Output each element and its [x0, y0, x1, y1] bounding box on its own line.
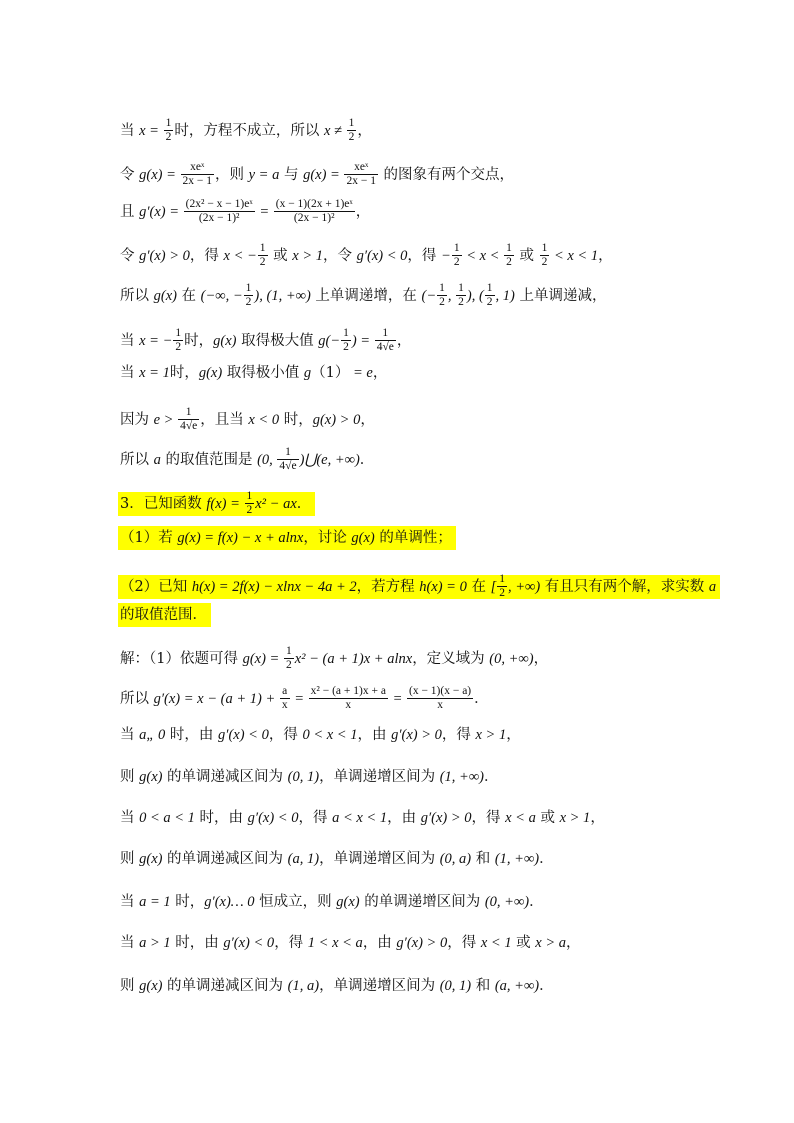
text-run: 或 — [514, 247, 539, 264]
text-run: 解：（1）依题可得 — [120, 650, 243, 667]
fraction-numerator: 1 — [258, 242, 268, 256]
math-expression: (1, +∞) — [494, 851, 540, 867]
math-expression: 1 < x < a — [307, 935, 363, 951]
math-expression: x < − — [223, 247, 257, 264]
text-run: ，得 — [441, 727, 476, 743]
text-run: 或 — [535, 810, 560, 826]
text-run: （2）已知 — [120, 578, 192, 595]
text-run: ， — [598, 247, 613, 264]
math-expression: g′(x) < 0 — [218, 727, 269, 743]
fraction-numerator: 1 — [456, 282, 466, 296]
math-expression: ) = — [351, 332, 374, 349]
line-content — [118, 603, 211, 627]
fraction-numerator: (x − 1)(2x + 1)eˣ — [274, 198, 355, 212]
fraction-denominator: x — [437, 699, 443, 712]
text-run: 时， — [170, 894, 205, 910]
fraction-numerator: 1 — [497, 573, 507, 587]
text-run: ，得 — [268, 727, 303, 743]
solution-line — [120, 852, 684, 867]
fraction — [245, 490, 255, 517]
math-expression: g(x) — [351, 530, 375, 546]
solution-line — [120, 327, 684, 354]
math-expression: (− — [421, 287, 437, 304]
text-run: 因为 — [120, 411, 154, 428]
text-run: 在 — [176, 287, 201, 304]
fraction-denominator: 4√e — [180, 420, 198, 433]
fraction — [244, 282, 254, 309]
text-run: （1） — [311, 365, 350, 381]
text-run: 在 — [466, 578, 491, 595]
text-run: ， — [533, 650, 549, 667]
fraction-numerator: 1 — [178, 406, 199, 420]
math-expression: g′(x)… 0 — [204, 894, 255, 910]
math-expression: e > — [153, 411, 178, 428]
math-expression: a > 1 — [139, 935, 171, 951]
text-run: 当 — [120, 727, 140, 743]
text-run: （1）若 — [120, 530, 178, 546]
math-expression: = — [290, 690, 308, 707]
fraction-denominator: 2 — [245, 296, 252, 309]
fraction — [452, 242, 462, 269]
fraction — [407, 685, 473, 712]
text-run: ，若方程 — [356, 578, 420, 595]
solution-line — [120, 770, 684, 785]
fraction-numerator: xeˣ — [344, 161, 378, 175]
fraction-numerator: (x − 1)(x − a) — [407, 685, 473, 699]
math-expression: g(x) = — [303, 166, 344, 183]
fraction-denominator: 2 — [499, 587, 505, 600]
math-expression: (0, +∞) — [489, 650, 534, 667]
text-run: ， — [506, 727, 521, 743]
text-run: 上单调递减， — [514, 287, 607, 304]
math-expression: (1, +∞) — [439, 769, 484, 785]
math-expression: g′(x) < 0 — [247, 810, 299, 826]
text-run: ． — [296, 495, 312, 512]
math-expression: f(x) = — [206, 495, 244, 512]
text-run: 令 — [120, 166, 140, 183]
math-expression: (a, +∞) — [494, 978, 540, 994]
fraction-numerator: (2x² − x − 1)eˣ — [184, 198, 255, 212]
fraction — [274, 198, 355, 225]
fraction — [309, 685, 388, 712]
fraction — [375, 327, 396, 354]
fraction-numerator: 1 — [244, 282, 254, 296]
text-run: ． — [483, 769, 499, 785]
math-expression: )⋃(e, +∞) — [299, 451, 360, 468]
line-content — [120, 365, 387, 381]
text-run: ，单调递增区间为 — [319, 769, 440, 785]
text-run: ，得 — [447, 935, 481, 951]
fraction-numerator: 1 — [540, 242, 550, 256]
math-expression: x ≠ — [323, 122, 346, 139]
math-expression: g — [303, 365, 312, 381]
math-expression: g′(x) = x − (a + 1) + — [153, 690, 279, 707]
text-run: 取得极大值 — [236, 332, 319, 349]
math-expression: (0, — [257, 451, 277, 468]
line-content — [120, 198, 371, 225]
math-expression: (−∞, − — [200, 287, 243, 304]
fraction-denominator: 2 — [506, 256, 512, 269]
fraction-numerator: 1 — [347, 117, 357, 131]
fraction — [284, 645, 294, 672]
text-run: ，定义域为 — [412, 650, 490, 667]
text-run: ， — [566, 935, 581, 951]
fraction — [181, 161, 215, 188]
text-run: ． — [359, 451, 375, 468]
text-run: ，讨论 — [303, 530, 352, 546]
math-expression: h(x) = 0 — [419, 578, 467, 595]
fraction — [280, 685, 290, 712]
fraction-numerator: 1 — [173, 327, 183, 341]
text-run: 时，方程不成立，所以 — [174, 122, 324, 139]
fraction-numerator: 1 — [437, 282, 447, 296]
solution-line — [120, 979, 684, 994]
math-expression: h(x) = 2f(x) − xlnx − 4a + 2 — [191, 578, 357, 595]
fraction-numerator: a — [280, 685, 290, 699]
fraction-denominator: 2 — [453, 256, 460, 269]
math-expression: g′(x) > 0 — [139, 247, 190, 264]
math-expression: x = − — [139, 332, 173, 349]
math-expression: g(x) — [336, 894, 360, 910]
math-expression: g(x) — [153, 287, 177, 304]
fraction-denominator: 2x − 1 — [182, 175, 212, 188]
fraction — [341, 327, 351, 354]
text-run: ，由 — [387, 810, 421, 826]
solution-line — [120, 242, 684, 269]
math-expression: < x < — [462, 247, 504, 264]
fraction — [178, 406, 199, 433]
math-expression: g′(x) = — [139, 203, 183, 220]
fraction-denominator: (2x − 1)² — [198, 212, 240, 225]
math-expression: ), ( — [466, 287, 484, 304]
text-run: ，得 — [274, 935, 308, 951]
fraction — [540, 242, 550, 269]
text-run: ． — [539, 851, 554, 867]
text-run: 且 — [120, 203, 140, 220]
text-run: 所以 — [120, 287, 154, 304]
fraction — [344, 161, 378, 188]
text-run: 恒成立，则 — [254, 894, 337, 910]
math-expression: (0, 1) — [287, 769, 320, 785]
math-expression: (0, 1) — [439, 978, 472, 994]
fraction-denominator: 2 — [439, 296, 445, 309]
fraction-numerator: 1 — [375, 327, 396, 341]
text-run: 有且只有两个解，求实数 — [540, 578, 709, 595]
line-content — [118, 492, 315, 516]
line-content — [120, 406, 375, 433]
math-expression: − — [441, 247, 451, 264]
text-run: 上单调递增，在 — [310, 287, 422, 304]
text-run: ，得 — [189, 247, 224, 264]
text-run: ． — [474, 690, 489, 707]
math-expression: g(x) — [213, 332, 237, 349]
text-run: ， — [357, 122, 372, 139]
text-run: ，由 — [362, 935, 397, 951]
text-run: 的取值范围是 — [160, 451, 258, 468]
fraction-denominator: 2 — [343, 341, 349, 354]
text-run: 的图象有两个交点， — [378, 166, 515, 183]
solution-line — [120, 895, 684, 910]
fraction — [258, 242, 268, 269]
text-run: 或 — [268, 247, 293, 264]
line-content — [120, 769, 498, 785]
text-run: 所以 — [120, 451, 154, 468]
text-run: ， — [355, 203, 371, 220]
text-run: 的单调递减区间为 — [162, 978, 288, 994]
math-expression: a = 1 — [139, 894, 171, 910]
fraction-denominator: x — [345, 699, 352, 712]
math-expression: (0, a) — [439, 851, 472, 867]
text-run: 则 — [120, 978, 140, 994]
solution-line — [120, 936, 684, 951]
text-run: ，令 — [323, 247, 357, 264]
math-expression: 0 < x < 1 — [302, 727, 358, 743]
fraction-numerator: x² − (a + 1)x + a — [309, 685, 388, 699]
solution-line — [120, 446, 684, 473]
fraction — [437, 282, 447, 309]
math-expression: x < a — [505, 810, 536, 826]
solution-line — [120, 728, 684, 743]
math-expression: g(x) > 0 — [312, 411, 361, 428]
math-expression: = — [255, 203, 273, 220]
text-run: ， — [590, 810, 605, 826]
text-run: ， — [396, 332, 412, 349]
fraction-denominator: 2 — [458, 296, 464, 309]
text-run: 令 — [120, 247, 140, 264]
math-expression: g(x) — [139, 851, 163, 867]
fraction-numerator: 1 — [164, 117, 174, 131]
math-expression: g′(x) < 0 — [356, 247, 408, 264]
math-expression: a — [708, 578, 717, 595]
fraction-numerator: 1 — [452, 242, 462, 256]
highlighted-problem-line — [120, 490, 684, 517]
text-run: ． — [529, 894, 544, 910]
solution-line — [120, 645, 684, 672]
math-expression: x < 0 — [248, 411, 280, 428]
text-run: ，单调递增区间为 — [319, 978, 440, 994]
fraction — [164, 117, 174, 144]
line-content — [120, 242, 613, 269]
fraction-denominator: 2 — [285, 659, 292, 672]
text-run: ， — [372, 365, 388, 381]
fraction — [485, 282, 495, 309]
line-content — [118, 575, 720, 599]
line-content — [120, 446, 375, 473]
line-content — [120, 851, 554, 867]
fraction-numerator: 1 — [277, 446, 298, 460]
math-expression: , — [447, 287, 456, 304]
fraction-denominator: x — [281, 699, 288, 712]
line-content — [120, 894, 544, 910]
solution-line — [120, 161, 684, 188]
fraction-denominator: 2 — [259, 256, 266, 269]
text-run: 则 — [120, 769, 140, 785]
text-run: 时， — [184, 332, 214, 349]
math-expression: (0, +∞) — [484, 894, 530, 910]
text-run: 3．已知函数 — [120, 495, 207, 512]
math-expression: = e — [349, 365, 373, 381]
text-run: 时， — [169, 365, 199, 381]
text-run: 当 — [120, 810, 140, 826]
math-expression: , 1) — [495, 287, 515, 304]
text-run: 或 — [511, 935, 536, 951]
math-expression: g′(x) > 0 — [396, 935, 448, 951]
fraction-numerator: 1 — [504, 242, 514, 256]
math-expression: x > 1 — [292, 247, 323, 264]
text-run: ， — [360, 411, 375, 428]
math-expression: x > 1 — [559, 810, 591, 826]
fraction-numerator: 1 — [341, 327, 351, 341]
text-run: 当 — [120, 332, 140, 349]
math-expression: 0 < a < 1 — [139, 810, 195, 826]
math-expression: x < 1 — [480, 935, 512, 951]
solution-line — [120, 366, 684, 381]
fraction-numerator: 1 — [245, 490, 255, 504]
math-expression: = — [388, 690, 406, 707]
math-expression: x > 1 — [475, 727, 507, 743]
solution-line — [120, 117, 684, 144]
fraction-denominator: (2x − 1)² — [293, 212, 335, 225]
math-expression: [ — [490, 578, 497, 595]
math-expression: g(x) = f(x) − x + alnx — [177, 530, 304, 546]
text-run: ，单调递增区间为 — [319, 851, 440, 867]
fraction-denominator: 2 — [348, 131, 355, 144]
math-expression: g(x) — [139, 769, 163, 785]
text-run: 当 — [120, 122, 140, 139]
fraction — [184, 198, 255, 225]
math-expression: g′(x) > 0 — [391, 727, 442, 743]
text-run: 的单调递减区间为 — [162, 851, 288, 867]
math-expression: g′(x) < 0 — [223, 935, 275, 951]
fraction — [497, 573, 507, 600]
solution-line — [120, 282, 684, 309]
solution-line — [120, 406, 684, 433]
fraction-denominator: 2 — [486, 296, 493, 309]
math-expression: , +∞) — [507, 578, 541, 595]
line-content — [118, 526, 456, 550]
highlighted-problem-line — [120, 531, 684, 546]
fraction — [173, 327, 183, 354]
highlighted-problem-line — [120, 573, 717, 600]
solution-line — [120, 685, 684, 712]
fraction-denominator: 2 — [175, 341, 182, 354]
text-run: ，且当 — [200, 411, 249, 428]
line-content — [120, 161, 515, 188]
math-expression: (1, a) — [287, 978, 320, 994]
fraction — [277, 446, 298, 473]
math-expression: g′(x) > 0 — [420, 810, 472, 826]
text-run: 所以 — [120, 690, 154, 707]
math-expression: y = a — [248, 166, 280, 183]
text-run: ，得 — [407, 247, 442, 264]
text-run: 当 — [120, 894, 140, 910]
line-content — [120, 685, 489, 712]
math-expression: x > a — [535, 935, 567, 951]
math-expression: g(− — [318, 332, 341, 349]
text-run: 的取值范围． — [120, 607, 207, 623]
text-run: ，得 — [471, 810, 506, 826]
text-run: 时，由 — [194, 810, 248, 826]
math-expression: x² − ax — [255, 495, 297, 512]
text-run: 时， — [279, 411, 313, 428]
text-run: 与 — [279, 166, 304, 183]
fraction — [347, 117, 357, 144]
text-run: 的单调递增区间为 — [359, 894, 485, 910]
math-expression: x² − (a + 1)x + alnx — [294, 650, 413, 667]
fraction-numerator: 1 — [485, 282, 495, 296]
math-expression: ), (1, +∞) — [254, 287, 311, 304]
line-content — [120, 117, 372, 144]
text-run: ，则 — [215, 166, 249, 183]
fraction-denominator: 2 — [541, 256, 548, 269]
math-expression: g(x) — [198, 365, 223, 381]
fraction-denominator: 2 — [165, 131, 172, 144]
math-expression: a„ 0 — [139, 727, 166, 743]
fraction-numerator: 1 — [284, 645, 294, 659]
solution-line — [120, 198, 684, 225]
line-content — [120, 727, 521, 743]
fraction — [456, 282, 466, 309]
line-content — [120, 282, 607, 309]
math-expression: x = — [139, 122, 163, 139]
text-run: 取得极小值 — [222, 365, 304, 381]
line-content — [120, 810, 605, 826]
math-expression: < x < 1 — [550, 247, 599, 264]
text-run: 时，由 — [170, 935, 224, 951]
math-expression: a < x < 1 — [332, 810, 388, 826]
math-expression: g(x) = — [139, 166, 180, 183]
math-expression: g(x) = — [242, 650, 283, 667]
text-run: ． — [539, 978, 554, 994]
math-expression: (a, 1) — [287, 851, 320, 867]
highlighted-problem-line — [120, 608, 684, 623]
fraction — [504, 242, 514, 269]
math-expression: g(x) — [139, 978, 163, 994]
text-run: 的单调递减区间为 — [162, 769, 288, 785]
text-run: 的单调性； — [374, 530, 452, 546]
fraction-denominator: 2 — [246, 504, 253, 517]
line-content — [120, 327, 412, 354]
line-content — [120, 935, 581, 951]
text-run: 则 — [120, 851, 140, 867]
text-run: 和 — [471, 851, 495, 867]
text-run: 当 — [120, 365, 140, 381]
text-run: ，由 — [357, 727, 392, 743]
solution-line — [120, 811, 684, 826]
line-content — [120, 978, 554, 994]
math-expression: x = 1 — [139, 365, 170, 381]
fraction-numerator: xeˣ — [181, 161, 215, 175]
fraction-denominator: 4√e — [376, 341, 394, 354]
text-run: 和 — [471, 978, 495, 994]
fraction-denominator: 4√e — [279, 460, 297, 473]
math-expression: a — [153, 451, 161, 468]
text-run: 当 — [120, 935, 140, 951]
text-run: 时，由 — [165, 727, 219, 743]
line-content — [120, 645, 549, 672]
fraction-denominator: 2x − 1 — [346, 175, 376, 188]
text-run: ，得 — [298, 810, 333, 826]
